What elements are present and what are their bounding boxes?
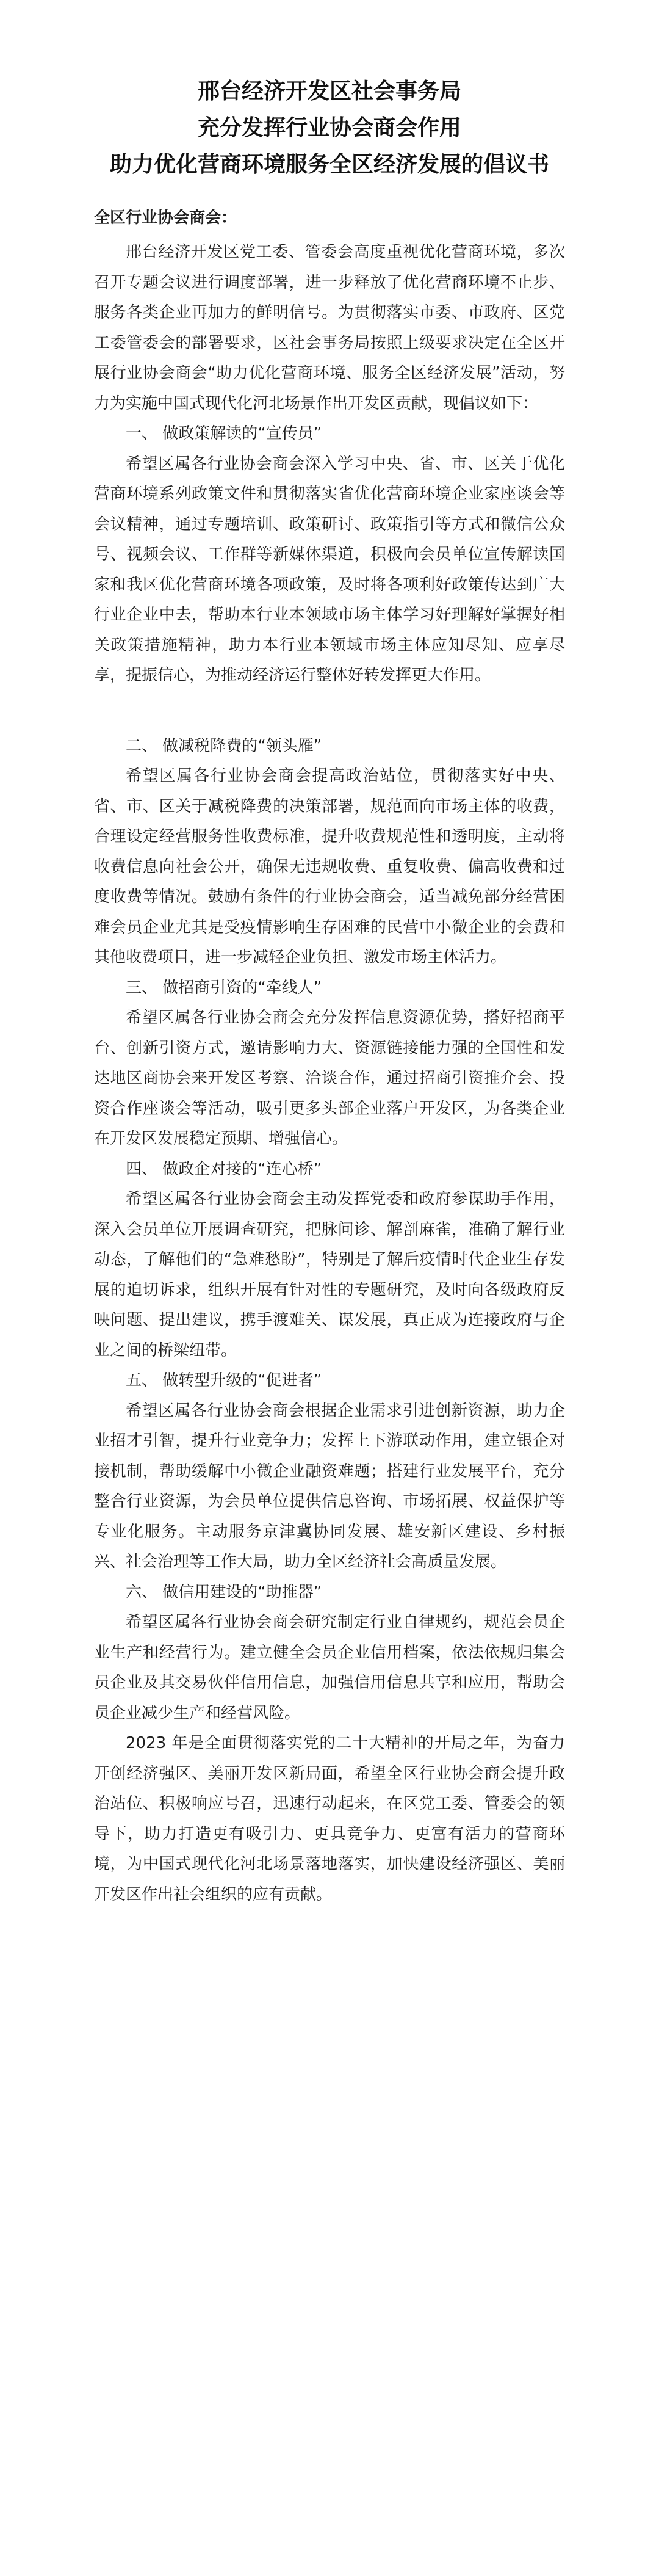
document-body: [94, 203, 565, 1910]
title-line-1: 邢台经济开发区社会事务局: [197, 79, 461, 104]
title-line-2: 充分发挥行业协会商会作用: [197, 115, 461, 140]
section-heading-5: 五、 做转型升级的“促进者”: [126, 1371, 322, 1390]
section-paragraph-6: 希望区属各行业协会商会研究制定行业自律规约，规范会员企业生产和经营行为。建立健全会员企业信用档案，依法依规归集会员企业及其交易伙伴信用信息，加强信用信息共享和应用，帮助会员企业减少生产和经营风险。: [94, 1613, 565, 1722]
section-paragraph-3: 希望区属各行业协会商会充分发挥信息资源优势，搭好招商平台、创新引资方式，邀请影响力大、资源链接能力强的全国性和发达地区商协会来开发区考察、洽谈合作，通过招商引资推介会、投资合作座谈会等活动，吸引更多头部企业落户开发区，为各类企业在开发区发展稳定预期、增强信心。: [94, 1009, 565, 1148]
section-heading-4: 四、 做政企对接的“连心桥”: [126, 1159, 322, 1178]
closing-paragraph: 2023 年是全面贯彻落实党的二十大精神的开局之年，为奋力开创经济强区、美丽开发区新局面，希望全区行业协会商会提升政治站位、积极响应号召，迅速行动起来，在区党工委、管委会的领导下，助力打造更有吸引力、更具竞争力、更富有活力的营商环境，为中国式现代化河北场景落地落实，加快建设经济强区、美丽开发区作出社会组织的应有贡献。: [94, 1734, 565, 1904]
section-paragraph-4: 希望区属各行业协会商会主动发挥党委和政府参谋助手作用，深入会员单位开展调查研究，把脉问诊、解剖麻雀，准确了解行业动态，了解他们的“急难愁盼”，特别是了解后疫情时代企业生存发展的迫切诉求，组织开展有针对性的专题研究，及时向各级政府反映问题、提出建议，携手渡难关、谋发展，真正成为连接政府与企业之间的桥梁纽带。: [94, 1190, 565, 1360]
title-line-3: 助力优化营商环境服务全区经济发展的倡议书: [109, 152, 549, 177]
section-heading-2: 二、 做减税降费的“领头雁”: [126, 736, 322, 755]
document-title: [0, 0, 659, 183]
section-heading-6: 六、 做信用建设的“助推器”: [126, 1583, 322, 1602]
blank-line: [94, 691, 565, 731]
section-heading-3: 三、 做招商引资的“牵线人”: [126, 978, 322, 997]
section-paragraph-1: 希望区属各行业协会商会深入学习中央、省、市、区关于优化营商环境系列政策文件和贯彻落实省优化营商环境企业家座谈会等会议精神，通过专题培训、政策研讨、政策指引等方式和微信公众号、视频会议、工作群等新媒体渠道，积极向会员单位宣传解读国家和我区优化营商环境各项政策，及时将各项利好政策传达到广大行业企业中去，帮助本行业本领域市场主体学习好理解好掌握好相关政策措施精神，助力本行业本领域市场主体应知尽知、应享尽享，提振信心，为推动经济运行整体好转发挥更大作用。: [94, 454, 565, 684]
section-paragraph-5: 希望区属各行业协会商会根据企业需求引进创新资源，助力企业招才引智，提升行业竞争力；发挥上下游联动作用，建立银企对接机制，帮助缓解中小微企业融资难题；搭建行业发展平台，充分整合行业资源，为会员单位提供信息咨询、市场拓展、权益保护等专业化服务。主动服务京津冀协同发展、雄安新区建设、乡村振兴、社会治理等工作大局，助力全区经济社会高质量发展。: [94, 1401, 565, 1571]
section-paragraph-2: 希望区属各行业协会商会提高政治站位，贯彻落实好中央、省、市、区关于减税降费的决策部署，规范面向市场主体的收费，合理设定经营服务性收费标准，提升收费规范性和透明度，主动将收费信息向社会公开，确保无违规收费、重复收费、偏高收费和过度收费等情况。鼓励有条件的行业协会商会，适当减免部分经营困难会员企业尤其是受疫情影响生存困难的民营中小微企业的会费和其他收费项目，进一步减轻企业负担、激发市场主体活力。: [94, 767, 565, 967]
intro-paragraph: 邢台经济开发区党工委、管委会高度重视优化营商环境，多次召开专题会议进行调度部署，进一步释放了优化营商环境不止步、服务各类企业再加力的鲜明信号。为贯彻落实市委、市政府、区党工委管委会的部署要求，区社会事务局按照上级要求决定在全区开展行业协会商会“助力优化营商环境、服务全区经济发展”活动，努力为实施中国式现代化河北场景作出开发区贡献，现倡议如下：: [94, 243, 565, 413]
section-heading-1: 一、 做政策解读的“宣传员”: [126, 424, 322, 443]
salutation: 全区行业协会商会：: [94, 209, 237, 227]
